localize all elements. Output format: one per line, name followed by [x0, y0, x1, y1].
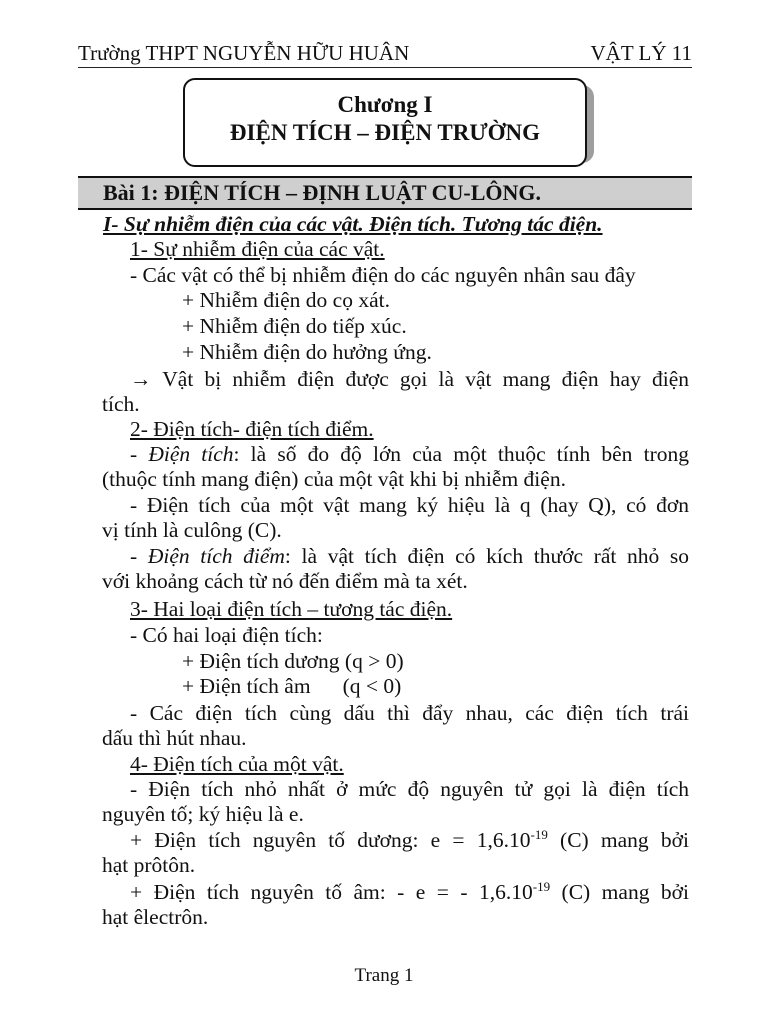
formula-line-cont: hạt prôtôn.	[102, 853, 196, 877]
formula-line-cont: hạt êlectrôn.	[102, 905, 209, 929]
bullet-item: + Điện tích âm (q < 0)	[182, 674, 402, 698]
lesson-title-bar	[78, 176, 692, 210]
page-number: Trang 1	[354, 965, 414, 986]
section-heading	[103, 212, 768, 237]
subsection-heading-1: 1- Sự nhiễm điện của các vật.	[130, 237, 385, 261]
paragraph-line: - Điện tích nhỏ nhất ở mức độ nguyên tử gọi là điện tích	[130, 777, 689, 801]
definition-line: - Điện tích: là số đo độ lớn của một thuộc tính bên trong	[130, 442, 689, 466]
paragraph-line: - Các điện tích cùng dấu thì đẩy nhau, các điện tích trái	[130, 701, 689, 725]
subject-name: VẬT LÝ 11	[590, 41, 692, 65]
formula-line: + Điện tích nguyên tố âm: - e = - $1,6.10^{-19}$ (C) mang bởi	[130, 878, 689, 904]
formula-line: + Điện tích nguyên tố dương: $e = 1,6.10^{-19}$ (C) mang bởi	[130, 826, 689, 852]
bullet-item: + Nhiễm điện do hưởng ứng.	[182, 340, 432, 364]
conclusion-line-cont: tích.	[102, 392, 140, 416]
conclusion-line: → Vật bị nhiễm điện được gọi là vật mang điện hay điện	[130, 367, 689, 391]
paragraph-line-cont: vị tính là culông (C).	[102, 518, 282, 542]
subsection-heading-3: 3- Hai loại điện tích – tương tác điện.	[130, 597, 453, 621]
subsection-heading-4: 4- Điện tích của một vật.	[130, 752, 344, 776]
section-heading-text: I- Sự nhiễm điện của các vật. Điện tích. Tương tác điện.	[103, 212, 603, 236]
bullet-item: + Điện tích dương (q > 0)	[182, 649, 404, 673]
page-header	[78, 40, 692, 68]
bullet-item: + Nhiễm điện do tiếp xúc.	[182, 314, 407, 338]
subsection-heading-2: 2- Điện tích- điện tích điểm.	[130, 417, 374, 441]
definition-line-cont: với khoảng cách từ nó đến điểm mà ta xét.	[102, 569, 468, 593]
lesson-title: Bài 1: ĐIỆN TÍCH – ĐỊNH LUẬT CU-LÔNG.	[103, 180, 542, 205]
definition-line: - Điện tích điểm: là vật tích điện có kích thước rất nhỏ so	[130, 544, 689, 568]
term-dien-tich: Điện tích	[148, 442, 234, 466]
chapter-title: ĐIỆN TÍCH – ĐIỆN TRƯỜNG	[229, 120, 541, 145]
paragraph-line-cont: dấu thì hút nhau.	[102, 726, 247, 750]
paragraph-line: - Các vật có thể bị nhiễm điện do các nguyên nhân sau đây	[130, 263, 636, 287]
paragraph-line: - Có hai loại điện tích:	[130, 623, 323, 647]
chapter-box	[183, 78, 587, 167]
chapter-number: Chương I	[337, 92, 433, 117]
paragraph-line: - Điện tích của một vật mang ký hiệu là q (hay Q), có đơn	[130, 493, 689, 517]
paragraph-line-cont: nguyên tố; ký hiệu là e.	[102, 802, 304, 826]
bullet-item: + Nhiễm điện do cọ xát.	[182, 288, 390, 312]
definition-line-cont: (thuộc tính mang điện) của một vật khi bị nhiễm điện.	[102, 467, 566, 491]
term-dien-tich-diem: Điện tích điểm	[147, 544, 285, 568]
school-name: Trường THPT NGUYỄN HỮU HUÂN	[78, 41, 410, 65]
